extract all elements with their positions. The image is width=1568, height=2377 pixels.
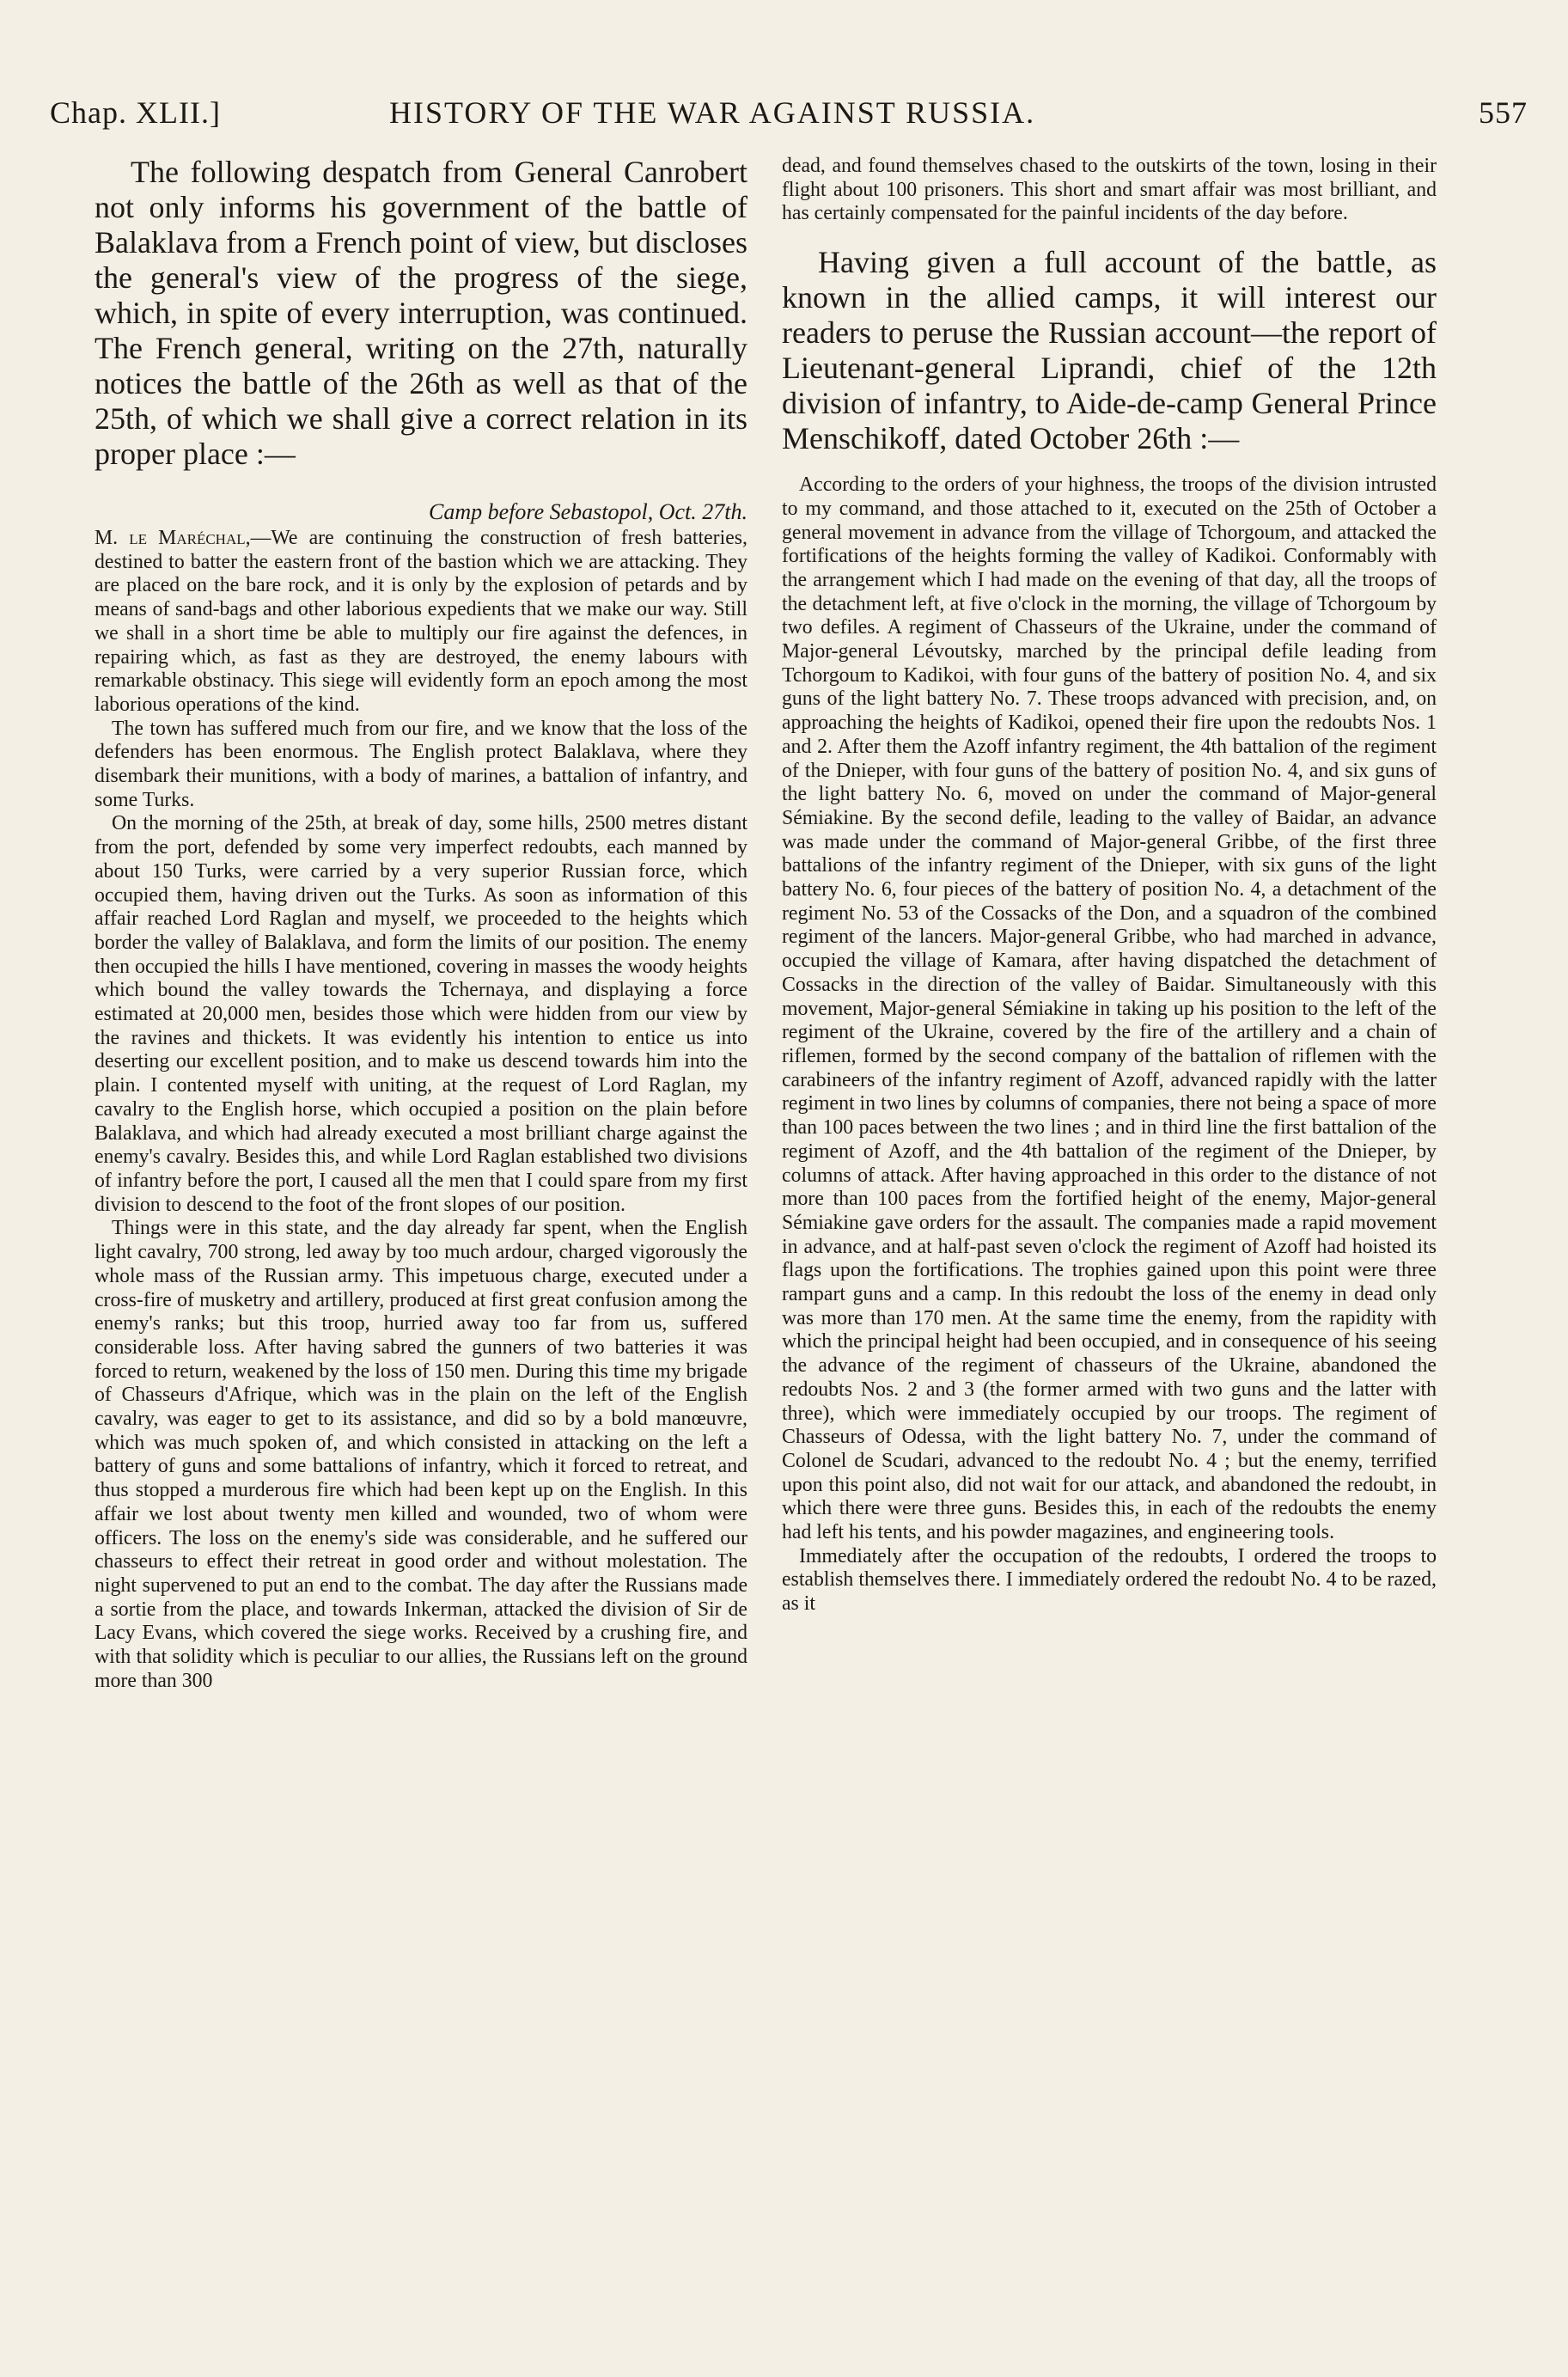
right-column	[782, 155, 1437, 1616]
liprandi-report-paragraph-1: According to the orders of your highness, the troops of the division intrusted to my command, and those attached to it, executed on the 25th of October a general movement in advance from the village of Tchorgoum, and attacked the fortifications of the heights forming the valley of Kadikoi. Conformably with the arrangement which I had made on the evening of that day, all the troops of the detachment left, at five o'clock in the morning, the village of Tchorgoum by two defiles. A regiment of Chasseurs of the Ukraine, under the command of Major-general Lévoutsky, marched by the principal defile leading from Tchorgoum to Kadikoi, with four guns of the battery of position No. 4, and six guns of the light battery No. 7. These troops advanced with precision, and, on approaching the heights of Kadikoi, opened their fire upon the redoubts Nos. 1 and 2. After them the Azoff infantry regiment, the 4th battalion of the regiment of the Dnieper, with four guns of the battery of position No. 4, and six guns of the light battery No. 6, moved on under the command of Major-general Sémiakine. By the second defile, leading to the valley of Baidar, an advance was made under the command of Major-general Gribbe, of the first three battalions of the infantry regiment of the Dnieper, with six guns of the light battery No. 6, four pieces of the battery of position No. 4, a detachment of the regiment No. 53 of the Cossacks of the Don, and a squadron of the combined regiment of the lancers. Major-general Gribbe, who had marched in advance, occupied the village of Kamara, after having dispatched the detachment of Cossacks in the direction of the valley of Baidar. Simultaneously with this movement, Major-general Sémiakine in taking up his position to the left of the regiment of the Ukraine, covered by the fire of the artillery and a chain of riflemen, formed by the second company of the battalion of riflemen with the carabineers of the infantry regiment of Azoff, advanced rapidly with the latter regiment in two lines by columns of companies, there not being a space of more than 100 paces between the two lines ; and in third line the first battalion of the regiment of Azoff, and the 4th battalion of the regiment of the Dnieper, by columns of attack. After having approached in this order to the distance of not more than 100 paces from the fortified height of the enemy, Major-general Sémiakine gave orders for the assault. The companies made a rapid movement in advance, and at half-past seven o'clock the regiment of Azoff had hoisted its flags upon the fortifications. The trophies gained upon this point were three rampart guns and a camp. In this redoubt the loss of the enemy in dead only was more than 170 men. At the same time the enemy, from the rapidity with which the principal height had been occupied, and in consequence of his seeing the advance of the regiment of chasseurs of the Ukraine, abandoned the redoubts Nos. 2 and 3 (the former armed with two guns and the latter with three), which were immediately occupied by our troops. The regiment of Chasseurs of Odessa, with the light battery No. 7, under the command of Colonel de Scudari, advanced to the redoubt No. 4 ; but the enemy, terrified upon this point also, did not wait for our attack, and abandoned the redoubt, in which there were three guns. Besides this, in each of the redoubts the enemy had left his tents, and his powder magazines, and engineering tools.	[782, 474, 1437, 1544]
book-title: HISTORY OF THE WAR AGAINST RUSSIA.	[389, 95, 1036, 130]
salutation: M. le Maréchal,	[95, 527, 251, 549]
despatch-dateline: Camp before Sebastopol, Oct. 27th.	[429, 499, 747, 524]
left-column	[95, 155, 747, 1693]
page-number: 557	[1479, 95, 1528, 130]
despatch-paragraph-1	[95, 527, 747, 718]
liprandi-report-paragraph-2: Immediately after the occupation of the redoubts, I ordered the troops to establish themselves there. I immediately ordered the redoubt No. 4 to be razed, as it	[782, 1544, 1437, 1616]
intro-paragraph: The following despatch from General Canrobert not only informs his government of the battle of Balaklava from a French point of view, but discloses the general's view of the progress of the siege, which, in spite of every interruption, was continued. The French general, writing on the 27th, naturally notices the battle of the 26th as well as that of the 25th, of which we shall give a correct relation in its proper place :—	[95, 155, 747, 471]
running-head	[50, 95, 1528, 146]
chapter-heading: Chap. XLII.]	[50, 95, 221, 130]
despatch-paragraph-4: Things were in this state, and the day already far spent, when the English light cavalry, 700 strong, led away by too much ardour, charged vigorously the whole mass of the Russian army. This impetuous charge, executed under a cross-fire of musketry and artillery, produced at first great confusion among the enemy's ranks; but this troop, hurried away too far from us, suffered considerable loss. After having sabred the gunners of two batteries it was forced to return, weakened by the loss of 150 men. During this time my brigade of Chasseurs d'Afrique, which was in the plain on the left of the English cavalry, was eager to get to its assistance, and did so by a bold manœuvre, which was much spoken of, and which consisted in attacking on the left a battery of guns and some battalions of infantry, which it forced to retreat, and thus stopped a murderous fire which had been kept up on the English. In this affair we lost about twenty men killed and wounded, two of whom were officers. The loss on the enemy's side was considerable, and he suffered our chasseurs to effect their retreat in good order and without molestation. The night supervened to put an end to the combat. The day after the Russians made a sortie from the place, and towards Inkerman, attacked the division of Sir de Lacy Evans, which covered the siege works. Received by a crushing fire, and with that solidity which is peculiar to our allies, the Russians left on the ground more than 300	[95, 1217, 747, 1692]
despatch-continuation: dead, and found themselves chased to the outskirts of the town, losing in their flight about 100 prisoners. This short and smart affair was most brilliant, and has certainly compensated for the painful incidents of the day before.	[782, 155, 1437, 225]
despatch-paragraph-3: On the morning of the 25th, at break of day, some hills, 2500 metres distant from the port, defended by some very imperfect redoubts, each manned by about 150 Turks, were carried by a very superior Russian force, which occupied them, having driven out the Turks. As soon as information of this affair reached Lord Raglan and myself, we proceeded to the heights which border the valley of Balaklava, and form the limits of our position. The enemy then occupied the hills I have mentioned, covering in masses the woody heights which bound the valley towards the Tchernaya, and displaying a force estimated at 20,000 men, besides those which were hidden from our view by the ravines and thickets. It was evidently his intention to entice us into deserting our excellent position, and to make us descend towards him into the plain. I contented myself with uniting, at the request of Lord Raglan, my cavalry to the English horse, which occupied a position on the plain before Balaklava, and which had already executed a most brilliant charge against the enemy's cavalry. Besides this, and while Lord Raglan established two divisions of infantry before the port, I caused all the men that I could spare from my first division to descend to the foot of the front slopes of our position.	[95, 812, 747, 1216]
despatch-paragraph-1-text: —We are continuing the construction of fresh batteries, destined to batter the eastern front of the bastion which we are attacking. They are placed on the bare rock, and it is only by the explosion of petards and by means of sand-bags and other laborious expedients that we make our way. Still we shall in a short time be able to multiply our fire against the defences, in repairing which, as fast as they are destroyed, the enemy labours with remarkable obstinacy. This siege will evidently form an epoch among the most laborious operations of the kind.	[95, 527, 747, 716]
russian-account-intro: Having given a full account of the battle, as known in the allied camps, it will interest our readers to peruse the Russian account—the report of Lieutenant-general Liprandi, chief of the 12th division of infantry, to Aide-de-camp General Prince Menschikoff, dated October 26th :—	[782, 245, 1437, 456]
despatch-paragraph-2: The town has suffered much from our fire, and we know that the loss of the defenders has been enormous. The English protect Balaklava, where they disembark their munitions, with a body of marines, a battalion of infantry, and some Turks.	[95, 717, 747, 811]
